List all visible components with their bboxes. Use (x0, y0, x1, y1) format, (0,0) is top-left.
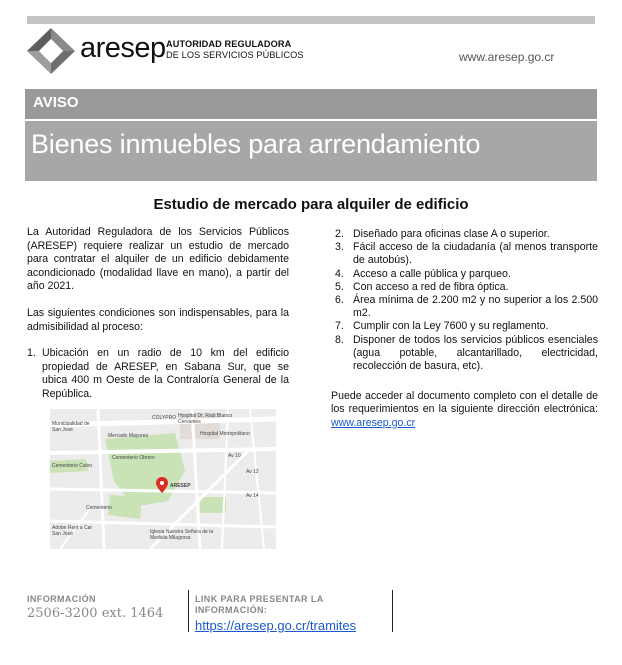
list-item (331, 281, 598, 294)
link-label-line1: LINK PARA PRESENTAR LA (195, 594, 324, 604)
document-access-text (331, 390, 598, 430)
map-label: COLYPRO (152, 415, 177, 421)
list-item-number: 6. (335, 294, 344, 307)
list-item (331, 241, 598, 267)
map-label: Cementerio Obrero (112, 455, 155, 461)
map-label: Iglesia Nuestra Señora de la Medalla Milagrosa (150, 529, 214, 541)
brand-subtitle-line2: DE LOS SERVICIOS PÚBLICOS (166, 50, 304, 60)
brand-subtitle-line1: AUTORIDAD REGULADORA (166, 39, 292, 49)
document-access-sentence: Puede acceder al documento completo con el detalle de los requerimientos en la siguiente dirección electrónica: (331, 390, 598, 416)
intro-paragraph: La Autoridad Reguladora de los Servicios Públicos (ARESEP) requiere realizar un estudio de mercado para contratar el alquiler de un edificio debidamente acondicionado (modalidad llave en mano), a partir del año 2021. (27, 226, 289, 293)
location-map[interactable] (50, 409, 276, 549)
list-item-number: 7. (335, 320, 344, 333)
list-item (331, 320, 598, 333)
footer-divider (392, 590, 393, 632)
info-phone: 2506-3200 ext. 1464 (27, 606, 164, 621)
title-bar-separator (25, 119, 597, 121)
list-item-number: 2. (335, 228, 344, 240)
map-label: Municipalidad de San José (52, 421, 90, 433)
website-url[interactable]: www.aresep.go.cr (459, 50, 555, 64)
page-title: Bienes inmuebles para arrendamiento (31, 129, 481, 159)
list-item (331, 268, 598, 281)
list-item-text: Disponer de todos los servicios públicos esenciales (agua potable, alcantarillado, electricidad, recolección de basura, etc). (353, 333, 598, 373)
map-label: Hospital Metropolitano (200, 431, 250, 437)
aviso-bar (25, 89, 597, 119)
footer-divider (188, 590, 189, 632)
link-label-line2: INFORMACIÓN: (195, 605, 268, 615)
list-item-text: Fácil acceso de la ciudadanía (al menos transporte de autobús). (353, 241, 598, 267)
right-column (331, 228, 598, 430)
list-item-text: Con acceso a red de fibra óptica. (353, 280, 509, 293)
list-item (331, 334, 598, 374)
map-label: Av 10 (228, 453, 241, 459)
link-label (195, 594, 324, 616)
list-item-number: 1. (27, 347, 36, 360)
list-item-text: Área mínima de 2.200 m2 y no superior a los 2.500 m2. (353, 294, 598, 320)
list-item (331, 294, 598, 320)
conditions-intro: Las siguientes condiciones son indispensables, para la admisibilidad al proceso: (27, 306, 289, 333)
map-label: Cementerio Calvo (52, 463, 93, 469)
list-item-number: 5. (335, 280, 344, 293)
aresep-logo-icon (25, 26, 77, 76)
left-column (27, 226, 289, 402)
section-subtitle: Estudio de mercado para alquiler de edificio (153, 196, 469, 213)
list-item (331, 228, 598, 241)
list-item (27, 347, 289, 401)
list-item-text: Diseñado para oficinas clase A o superior. (353, 228, 550, 240)
list-item-text: Acceso a calle pública y parqueo. (353, 267, 511, 280)
brand-name: aresep (80, 32, 166, 64)
map-label: Mercado Mayoreo (108, 433, 149, 439)
conditions-list (27, 347, 289, 401)
list-item-number: 8. (335, 333, 344, 346)
list-item-text: Ubicación en un radio de 10 km del edificio propiedad de ARESEP, en Sabana Sur, que se ubica 400 m Oeste de la Contraloría General de la República. (42, 347, 289, 400)
list-item-number: 4. (335, 267, 344, 280)
list-item-number: 3. (335, 241, 344, 254)
top-rule (27, 16, 595, 24)
map-label: Av 12 (246, 469, 259, 475)
brand-subtitle (166, 39, 304, 61)
requirements-list (331, 228, 598, 373)
map-label: Hospital Dr. Raúl Blanco Cervantes (178, 413, 233, 425)
map-label: Cementerio (86, 505, 112, 511)
list-item-text: Cumplir con la Ley 7600 y su reglamento. (353, 320, 549, 333)
tramites-link[interactable]: https://aresep.go.cr/tramites (195, 618, 357, 633)
map-label: Av 14 (246, 493, 259, 499)
document-link[interactable]: www.aresep.go.cr (331, 416, 416, 429)
aviso-label: AVISO (33, 94, 79, 111)
map-label: Adobe Rent a Car San José (52, 525, 93, 537)
info-label: INFORMACIÓN (27, 594, 96, 604)
map-label: ARESEP (170, 483, 191, 489)
